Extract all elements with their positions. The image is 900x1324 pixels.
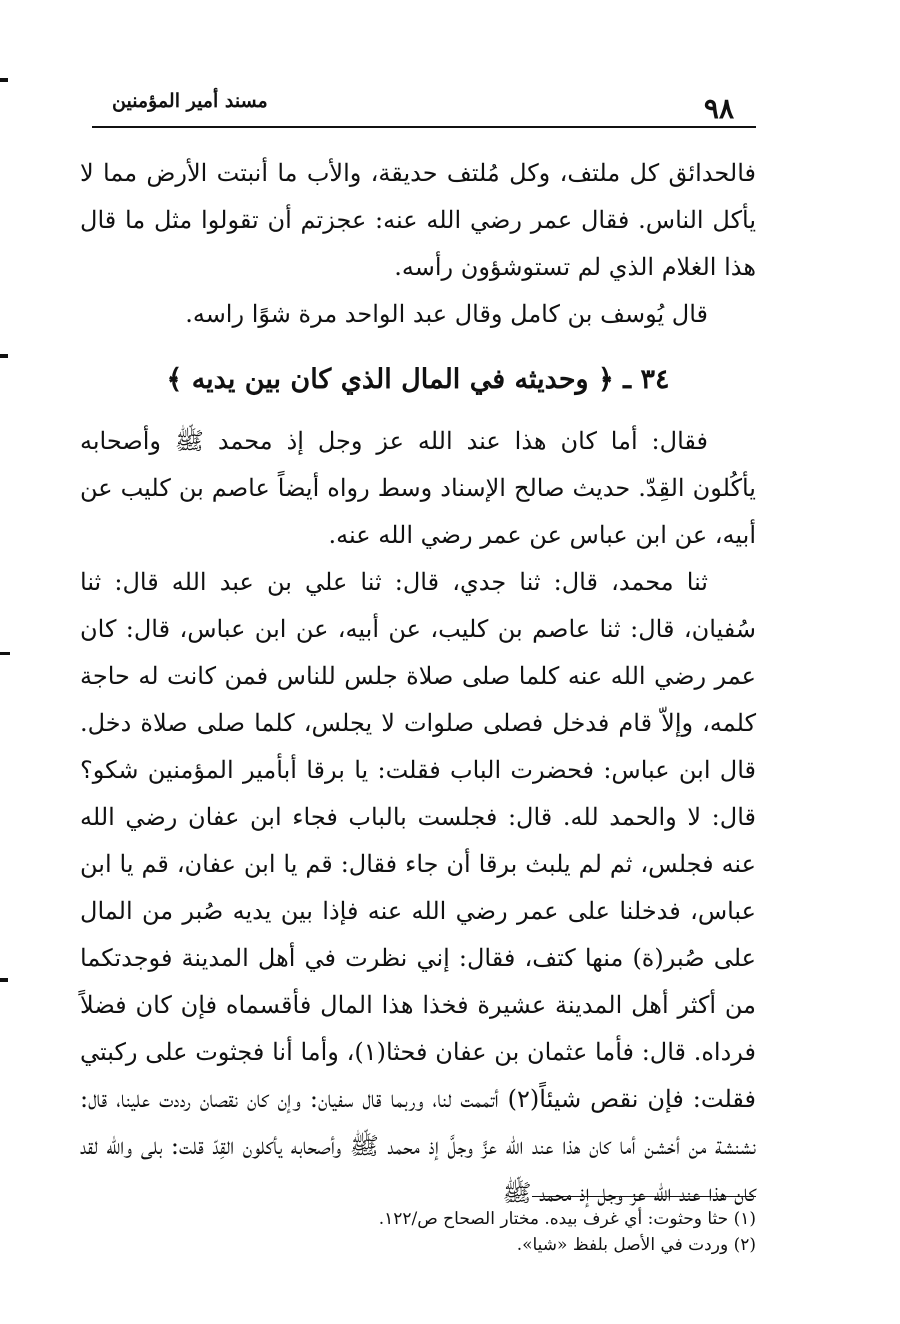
running-title: مسند أمير المؤمنين — [112, 90, 268, 112]
page-header — [92, 84, 756, 124]
scan-margin-mark — [0, 78, 8, 82]
footnotes — [200, 1206, 756, 1258]
footnote-1: (١) حثا وحثوت: أي غرف بيده. مختار الصحاح ص/١٢٢. — [378, 1209, 756, 1229]
scan-margin-mark — [0, 354, 8, 358]
paragraph-3: فقال: أما كان هذا عند الله عز وجل إذ محمد ﷺ وأصحابه يأكُلون القِدّ. حديث صالح الإسناد وسط رواه أيضاً عاصم بن كليب عن أبيه، عن ابن عباس عن عمر رضي الله عنه. — [80, 427, 756, 549]
paragraph-1: فالحدائق كل ملتف، وكل مُلتف حديقة، والأب ما أنبتت الأرض مما لا يأكل الناس. فقال عمر رضي الله عنه: عجزتم أن تقولوا مثل ما قال هذا الغلام الذي لم تستوشؤون رأسه. — [80, 159, 756, 281]
header-rule — [92, 126, 756, 128]
main-text — [80, 150, 756, 1217]
scan-margin-mark — [0, 652, 10, 655]
section-heading: ٣٤ ـ ﴿ وحديثه في المال الذي كان بين يديه ﴾ — [166, 364, 670, 395]
footnote-rule — [532, 1196, 756, 1197]
page-number: ٩٨ — [703, 92, 734, 125]
scan-margin-mark — [0, 978, 8, 982]
footnote-2: (٢) وردت في الأصل بلفظ «شيا». — [516, 1235, 756, 1255]
paragraph-2: قال يُوسف بن كامل وقال عبد الواحد مرة شوًا راسه. — [185, 300, 708, 328]
paragraph-4: ثنا محمد، قال: ثنا جدي، قال: ثنا علي بن عبد الله قال: ثنا سُفيان، قال: ثنا عاصم بن كليب، عن أبيه، عن ابن عباس، قال: كان عمر رضي الله عنه كلما صلى صلاة جلس للناس فمن كانت له حاجة كلمه، وإلاّ قام فدخل فصلى صلوات لا يجلس، كلما صلى صلاة دخل. قال ابن عباس: فحضرت الباب فقلت: يا برقا أبأمير المؤمنين شكو؟ قال: لا والحمد لله. قال: فجلست بالباب فجاء ابن عفان رضي الله عنه فجلس، ثم لم يلبث برقا أن جاء فقال: قم يا ابن عفان، قم يا ابن عباس، فدخلنا على عمر رضي الله عنه فإذا بين يديه صُبر من المال على صُبر(ة) منها كتف، فقال: إني نظرت في أهل المدينة فوجدتكما من أكثر أهل المدينة عشيرة فخذا هذا المال فأقسماه فإن كان فضلاً فرداه. قال: فأما عثمان بن عفان فحثا(١)، وأما أنا فجثوت على ركبتي فقلت: فإن نقص شيئاً(٢) أتممت لنا، وربما قال سفيان: وإن كان نقصان رددت علينا، قال: نشنشة من أخشن أما كان هذا عند الله عزَّ وجلَّ إذ محمد ﷺ وأصحابه يأكلون القِدّ قلت: بلى والله لقد كان هذا عند الله عز وجل إذ محمد ﷺ — [80, 568, 757, 1207]
